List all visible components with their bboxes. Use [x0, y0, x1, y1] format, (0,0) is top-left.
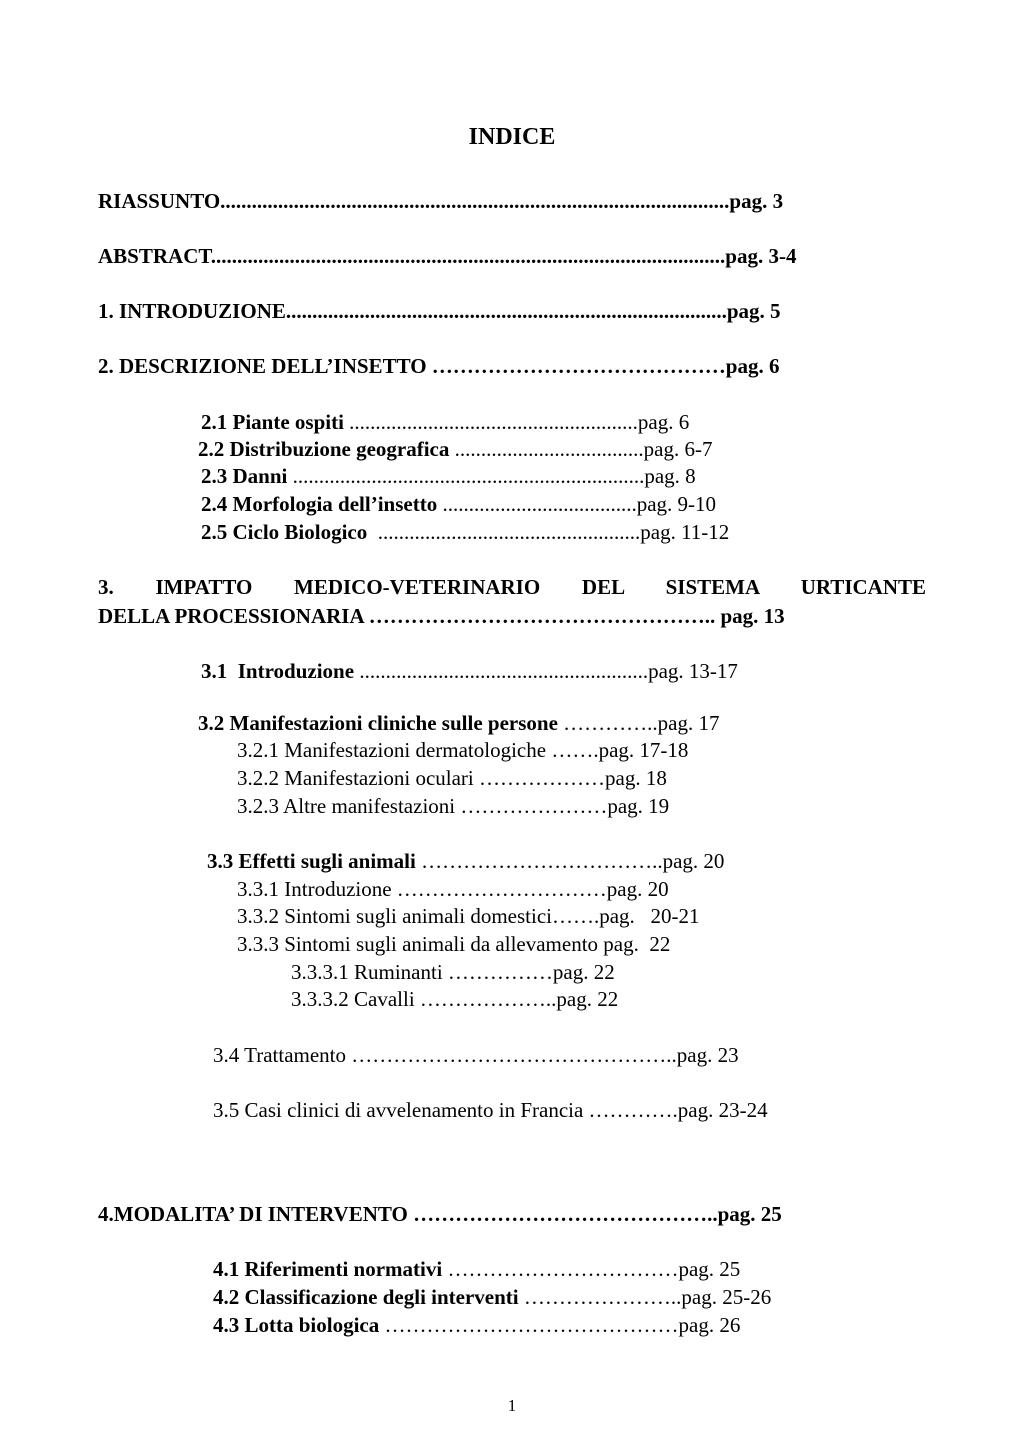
toc-label: 2.5 Ciclo Biologico — [201, 520, 368, 544]
toc-label: 3.2 Manifestazioni cliniche sulle persone — [198, 711, 558, 735]
toc-entry-3-2 — [198, 710, 719, 736]
toc-label: 3.1 Introduzione — [201, 659, 355, 683]
toc-entry-2-5 — [201, 519, 729, 545]
toc-entry-4-3 — [213, 1312, 740, 1338]
toc-entry-3-4: 3.4 Trattamento ………………………………………..pag. 23 — [213, 1043, 739, 1067]
page-number: 1 — [507, 1396, 517, 1415]
toc-leader: ..................................................pag. 11-12 — [367, 520, 730, 544]
toc-entry-3-3-3-1: 3.3.3.1 Ruminanti ……………pag. 22 — [291, 960, 615, 984]
toc-entry-3-1 — [201, 658, 738, 684]
toc-entry-3-2-2: 3.2.2 Manifestazioni oculari ………………pag. 18 — [237, 766, 667, 790]
toc-leader: .......................................................pag. 13-17 — [354, 659, 738, 683]
toc-label: 2.2 Distribuzione geografica — [198, 437, 450, 461]
toc-label: 2.3 Danni — [201, 464, 288, 488]
toc-leader: .....................................pag. 9-10 — [437, 492, 717, 516]
toc-entry-4-1 — [213, 1256, 740, 1282]
toc-leader: ……………………………………pag. 26 — [379, 1313, 741, 1337]
toc-entry-2-3 — [201, 463, 696, 489]
toc-label: 3.3 Effetti sugli animali — [207, 849, 416, 873]
toc-entry-4-2 — [213, 1284, 771, 1310]
toc-leader: ……………………………pag. 25 — [442, 1257, 741, 1281]
toc-entry-2-1 — [201, 409, 689, 435]
toc-entry-2-4 — [201, 491, 716, 517]
toc-entry-introduzione: 1. INTRODUZIONE....................................................................................pag. 5 — [98, 299, 781, 323]
toc-leader: …………..pag. 17 — [557, 711, 720, 735]
toc-leader: ....................................pag. 6-7 — [449, 437, 713, 461]
toc-entry-3-3-3: 3.3.3 Sintomi sugli animali da allevamento pag. 22 — [237, 932, 671, 956]
toc-entry-3-3-3-2: 3.3.3.2 Cavalli ………………..pag. 22 — [291, 987, 619, 1011]
toc-leader: ...................................................................pag. 8 — [287, 464, 696, 488]
toc-entry-3-3-1: 3.3.1 Introduzione …………………………pag. 20 — [237, 877, 669, 901]
toc-entry-impatto-line2: DELLA PROCESSIONARIA ………………………………………….. pag. 13 — [98, 604, 785, 628]
toc-entry-3-5: 3.5 Casi clinici di avvelenamento in Francia ………….pag. 23-24 — [213, 1098, 768, 1122]
page-title: INDICE — [468, 124, 556, 150]
toc-entry-riassunto: RIASSUNTO.................................................................................................pag. 3 — [98, 189, 784, 213]
toc-leader: …………………..pag. 25-26 — [518, 1285, 772, 1309]
toc-entry-abstract: ABSTRACT..................................................................................................pag. 3-4 — [98, 244, 797, 268]
toc-entry-3-2-1: 3.2.1 Manifestazioni dermatologiche …….pag. 17-18 — [237, 738, 689, 762]
toc-entry-2-2 — [198, 436, 712, 462]
toc-entry-modalita: 4.MODALITA’ DI INTERVENTO ……………………………………..pag. 25 — [98, 1202, 782, 1226]
toc-label: 4.3 Lotta biologica — [213, 1313, 380, 1337]
toc-label: 2.4 Morfologia dell’insetto — [201, 492, 438, 516]
toc-entry-3-3-2: 3.3.2 Sintomi sugli animali domestici…….pag. 20-21 — [237, 904, 700, 928]
toc-label: 4.1 Riferimenti normativi — [213, 1257, 443, 1281]
toc-entry-impatto-line1: 3. IMPATTO MEDICO-VETERINARIO DEL SISTEMA URTICANTE — [98, 575, 926, 599]
toc-leader: ……………………………..pag. 20 — [415, 849, 725, 873]
toc-entry-descrizione: 2. DESCRIZIONE DELL’INSETTO ……………………………………pag. 6 — [98, 354, 780, 378]
toc-leader: .......................................................pag. 6 — [343, 410, 690, 434]
toc-label: 4.2 Classificazione degli interventi — [213, 1285, 519, 1309]
toc-entry-3-3 — [207, 848, 724, 874]
toc-entry-3-2-3: 3.2.3 Altre manifestazioni …………………pag. 19 — [237, 794, 670, 818]
toc-label: 2.1 Piante ospiti — [201, 410, 344, 434]
